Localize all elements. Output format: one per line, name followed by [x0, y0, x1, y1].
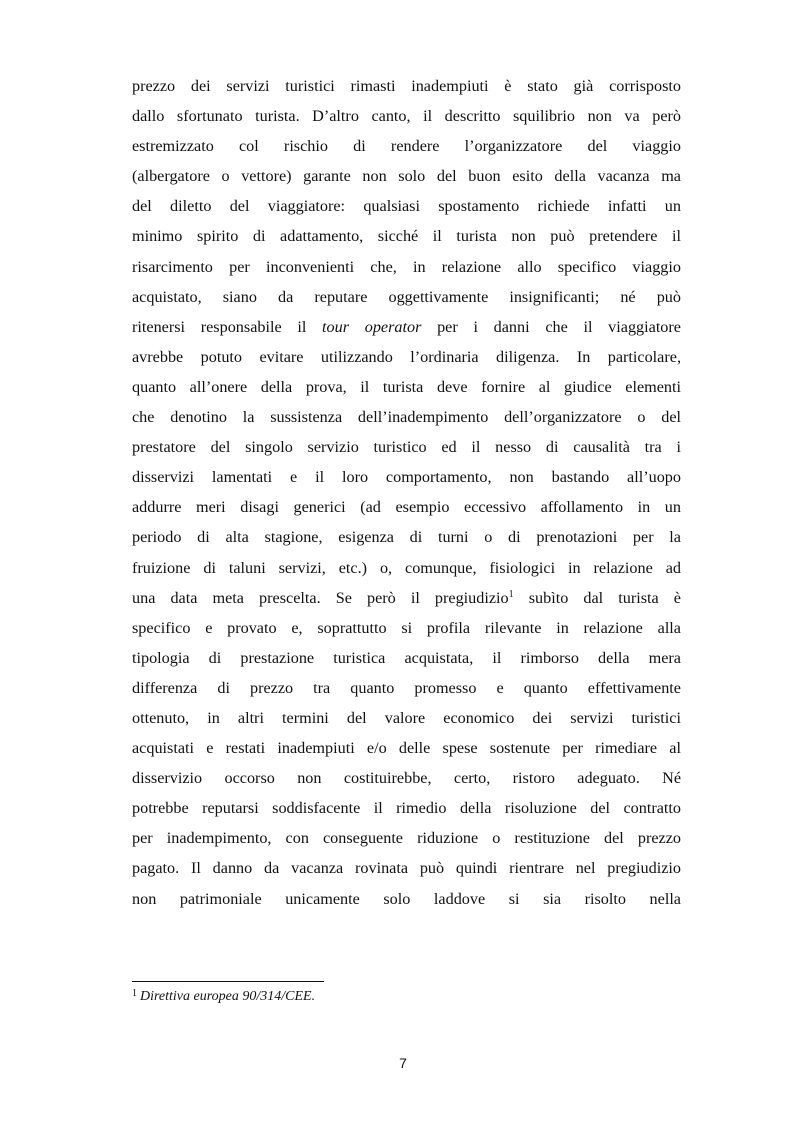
footnote-text: Direttiva europea 90/314/CEE.: [140, 989, 316, 1004]
text-line: risarcimento per inconvenienti che, in relazione allo specifico viaggio: [132, 257, 681, 276]
footnote-mark: 1: [132, 988, 137, 999]
text-line: acquistati e restati inadempiuti e/o delle spese sostenute per rimediare al: [132, 739, 681, 758]
text-line: estremizzato col rischio di rendere l’organizzatore del viaggio: [132, 137, 681, 156]
text-line: specifico e provato e, soprattutto si profila rilevante in relazione alla: [132, 618, 681, 637]
text-line: potrebbe reputarsi soddisfacente il rimedio della risoluzione del contratto: [132, 799, 681, 818]
text-line: non patrimoniale unicamente solo laddove si sia risolto nella: [132, 889, 681, 908]
text-line: disservizio occorso non costituirebbe, certo, ristoro adeguato. Né: [132, 769, 681, 788]
italic-term: tour operator: [322, 317, 422, 336]
text-line: quanto all’onere della prova, il turista deve fornire al giudice elementi: [132, 377, 681, 396]
text-line: una data meta prescelta. Se però il pregiudizio$^1$ subìto dal turista è: [132, 588, 681, 607]
text-line: differenza di prezzo tra quanto promesso e quanto effettivamente: [132, 678, 681, 697]
text-line: del diletto del viaggiatore: qualsiasi spostamento richiede infatti un: [132, 197, 681, 216]
footnote-separator: [132, 981, 324, 982]
text-line: fruizione di taluni servizi, etc.) o, comunque, fisiologici in relazione ad: [132, 558, 681, 577]
text-line: acquistato, siano da reputare oggettivamente insignificanti; né può: [132, 287, 681, 306]
text-line: addurre meri disagi generici (ad esempio eccessivo affollamento in un: [132, 498, 681, 517]
text-line: ottenuto, in altri termini del valore economico dei servizi turistici: [132, 708, 681, 727]
text-line: dallo sfortunato turista. D’altro canto, il descritto squilibrio non va però: [132, 107, 681, 126]
text-line: per inadempimento, con conseguente riduzione o restituzione del prezzo: [132, 829, 681, 848]
text-line: che denotino la sussistenza dell’inadempimento dell’organizzatore o del: [132, 408, 681, 427]
text-line: tipologia di prestazione turistica acquistata, il rimborso della mera: [132, 648, 681, 667]
text-line: minimo spirito di adattamento, sicché il turista non può pretendere il: [132, 227, 681, 246]
text-line: periodo di alta stagione, esigenza di turni o di prenotazioni per la: [132, 528, 681, 547]
text-line: ritenersi responsabile il tour operator per i danni che il viaggiatore: [132, 317, 681, 336]
text-line: (albergatore o vettore) garante non solo del buon esito della vacanza ma: [132, 167, 681, 186]
footnote-reference[interactable]: 1: [508, 588, 514, 600]
text-line: disservizi lamentati e il loro comportamento, non bastando all’uopo: [132, 468, 681, 487]
text-line: pagato. Il danno da vacanza rovinata può quindi rientrare nel pregiudizio: [132, 859, 681, 878]
body-paragraph: [132, 71, 681, 914]
footnote: [132, 988, 315, 1006]
page-number: 7: [399, 1055, 407, 1071]
text-line: avrebbe potuto evitare utilizzando l’ordinaria diligenza. In particolare,: [132, 347, 681, 366]
text-line: prestatore del singolo servizio turistico ed il nesso di causalità tra i: [132, 438, 681, 457]
text-line: prezzo dei servizi turistici rimasti inadempiuti è stato già corrisposto: [132, 77, 681, 95]
